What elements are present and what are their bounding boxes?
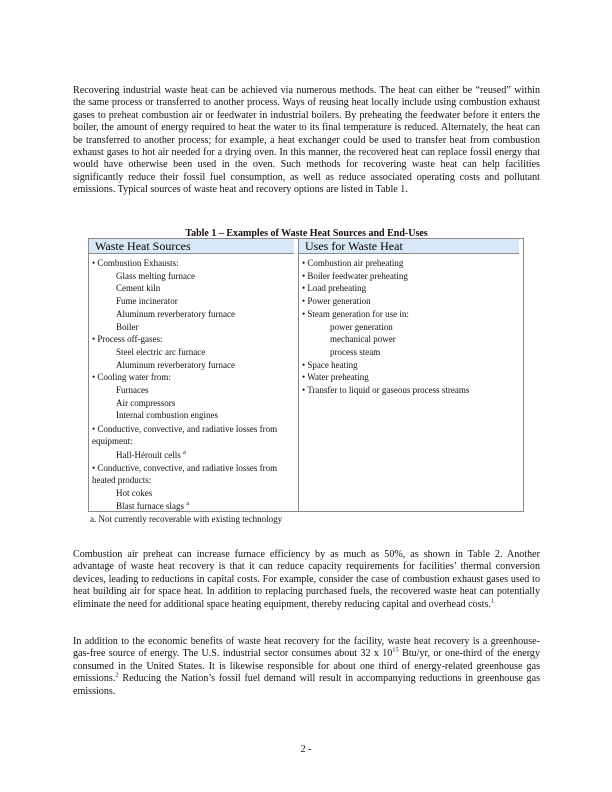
list-item: • Steam generation for use in: [302,308,409,319]
list-item: • Power generation [302,296,371,307]
sources-column [89,239,299,511]
footnote-marker: a [186,500,190,508]
list-item: Hot cokes [116,488,153,499]
list-item: Internal combustion engines [116,410,218,421]
efficiency-paragraph [73,549,540,611]
list-item: Fume incinerator [116,296,178,307]
list-item: • Conductive, convective, and radiative losses from equipment: [92,423,278,447]
greenhouse-paragraph [73,636,540,698]
list-item: • Combustion air preheating [302,258,404,268]
list-item: • Combustion Exhausts: [92,258,179,268]
list-item: • Transfer to liquid or gaseous process streams [302,385,470,396]
uses-column [299,239,523,511]
list-item: • Load preheating [302,283,367,294]
paragraph-text: Reducing the Nation’s fossil fuel demand will result in accompanying reductions in greenhouse gas emissions. [73,673,540,697]
list-item [92,500,298,513]
list-item: Steel electric arc furnace [116,346,206,357]
footnote-ref: 1 [490,597,495,605]
list-item: Cement kiln [116,283,161,294]
sources-list [89,254,298,513]
paragraph-text: Combustion air preheat can increase furnace efficiency by as much as 50%, as shown in Table 2. Another advantage of waste heat recovery is that it can reduce capacity requirements for facilities’ thermal conversion devices, leading to reductions in capital costs. For example, consider the case of combustion exhaust gases used to heat building air for space heat. In addition to replacing purchased fuels, the recovered waste heat can potentially eliminate the need for additional space heating equipment, thereby reducing capital and overhead costs. [73,549,540,610]
list-item: • Boiler feedwater preheating [302,270,408,281]
table-title: Table 1 – Examples of Waste Heat Sources and End-Uses [185,228,428,239]
list-item: process steam [330,346,381,357]
list-item: • Conductive, convective, and radiative losses from heated products: [92,462,278,486]
list-item: power generation [330,321,393,332]
exponent: 15 [392,647,399,655]
list-item [92,449,298,462]
uses-list [299,254,523,397]
page-number: 2 - [300,744,312,755]
footnote-marker: a [182,448,186,456]
list-item: Air compressors [116,397,176,408]
list-item-label: Blast furnace slags [116,501,184,512]
list-item: Furnaces [116,385,149,396]
paragraph-text: Btu/yr, or one-third of the energy consumed in the United States. It is likewise responsible for about one third of energy-related greenhouse gas emissions. [73,648,541,685]
uses-header: Uses for Waste Heat [299,239,519,254]
list-item: mechanical power [330,334,396,345]
paragraph-text: In addition to the economic benefits of waste heat recovery for the facility, waste heat recovery is a greenhouse-gas-free source of energy. The U.S. industrial sector consumes about 32 x 10 [73,636,540,660]
waste-heat-table [88,238,524,512]
list-item: • Process off-gases: [92,334,163,345]
table-footnote: a. Not currently recoverable with existing technology [90,514,283,524]
list-item: • Water preheating [302,372,369,383]
sources-header: Waste Heat Sources [89,239,294,254]
list-item: Boiler [116,321,139,332]
list-item: • Space heating [302,359,358,370]
footnote-ref: 2 [115,671,119,679]
list-item-label: Hall-Héroult cells [116,449,181,460]
intro-paragraph: Recovering industrial waste heat can be achieved via numerous methods. The heat can either be “reused” within the same process or transferred to another process. Ways of reusing heat locally include using combustion exhaust gases to preheat combustion air or feedwater in industrial boilers. By preheating the feedwater before it enters the boiler, the amount of energy required to heat the water to its final temperature is reduced. Alternately, the heat can be transferred to another process; for example, a heat exchanger could be used to transfer heat from combustion exhaust gases to hot air needed for a drying oven. In this manner, the recovered heat can replace fossil energy that would have otherwise been used in the oven. Such methods for recovering waste heat can help facilities significantly reduce their fossil fuel consumption, as well as reduce associated operating costs and pollutant emissions. Typical sources of waste heat and recovery options are listed in Table 1. [73,85,540,196]
list-item: Aluminum reverberatory furnace [116,308,235,319]
list-item: Glass melting furnace [116,270,195,281]
list-item: • Cooling water from: [92,372,171,383]
list-item: Aluminum reverberatory furnace [116,359,235,370]
